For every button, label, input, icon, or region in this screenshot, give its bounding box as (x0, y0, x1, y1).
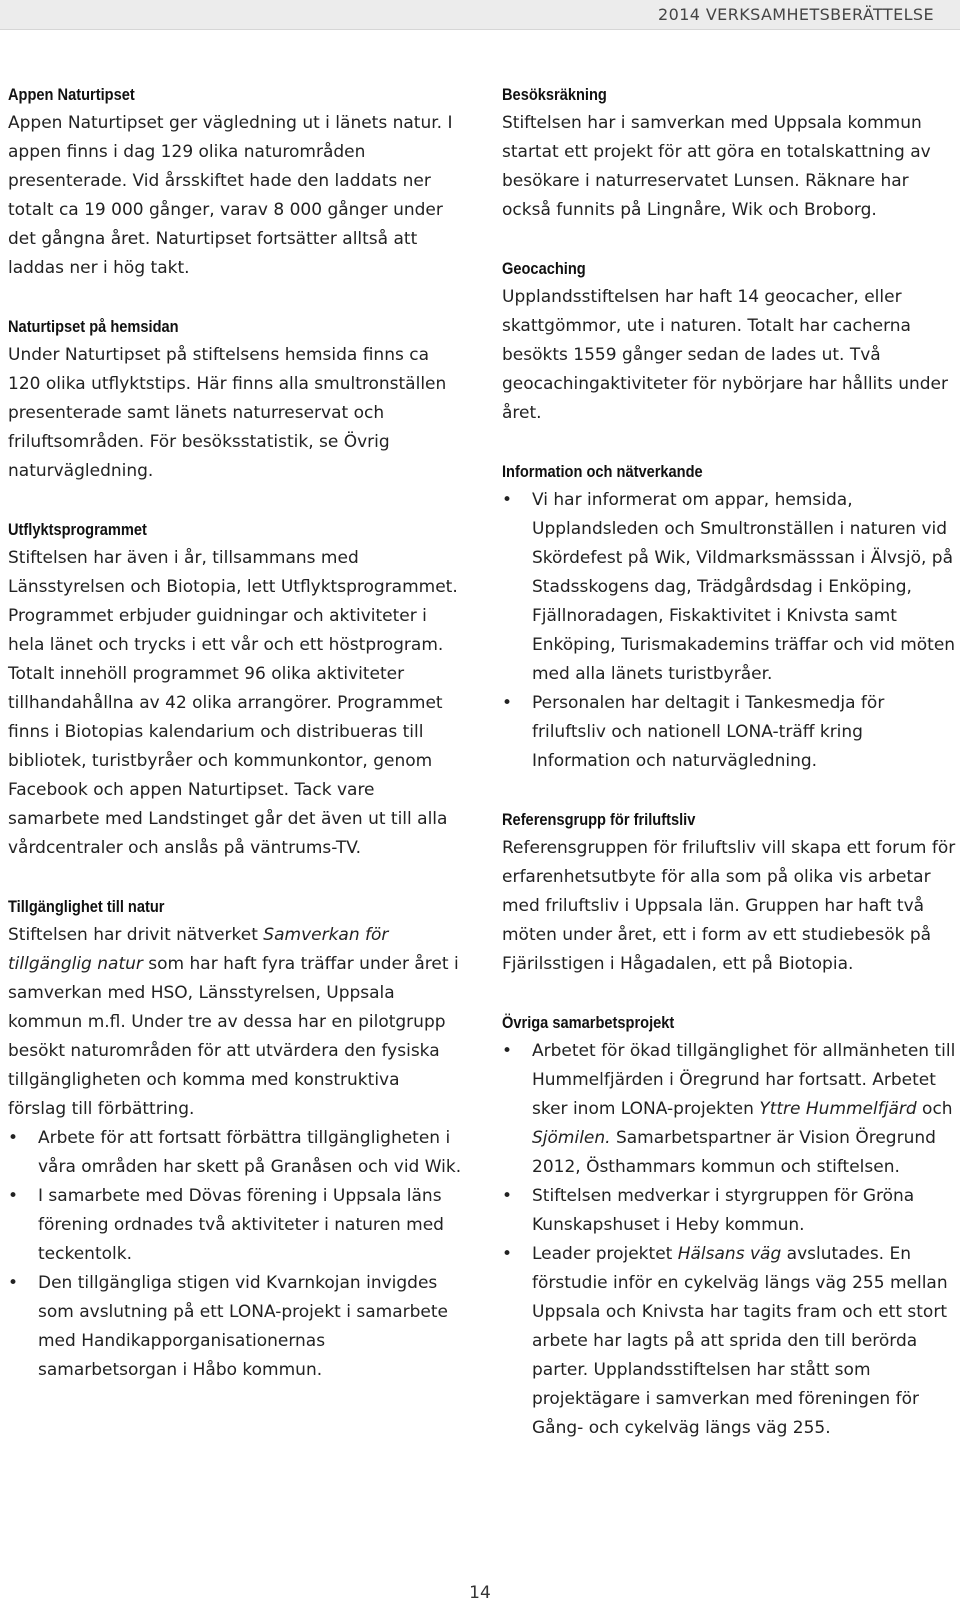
section-ovriga-samarbetsprojekt (502, 1008, 957, 1443)
section-text: Appen Naturtipset ger vägledning ut i länets natur. I appen finns i dag 129 olika naturområden presenterade. Vid årsskiftet hade den laddats ner totalt ca 19 000 gånger, varav 8 000 gånger under det gångna året. Naturtipset fortsätter alltså att laddas ner i hög takt. (8, 113, 453, 278)
project-name: Yttre Hummelfjärd (759, 1099, 917, 1119)
section-information (502, 457, 957, 776)
text-run: avslutades. En förstudie inför en cykelväg längs väg 255 mellan Uppsala och Knivsta har tagits fram och ett stort arbete har lagts på att sprida den till berörda parter. Upplandsstiftelsen har stått som projektägare i samverkan med föreningen för Gång- och cykelväg längs väg 255. (532, 1244, 948, 1438)
bullet-list (8, 1124, 463, 1385)
text-run: Stiftelsen har drivit nätverket (8, 925, 264, 945)
section-text: Referensgruppen för friluftsliv vill skapa ett forum för erfarenhetsutbyte för alla som på olika vis arbetar med friluftsliv i Uppsala län. Gruppen har haft två möten under året, ett i form av ett studiebesök på Fjärilsstigen i Hågadalen, ett på Biotopia. (502, 838, 956, 974)
text-run: Arbetet för ökad tillgänglighet för allmänheten till Hummelfjärden i Öregrund har fortsatt. Arbetet sker inom LONA-projekten (532, 1041, 956, 1119)
project-name: Hälsans väg (677, 1244, 782, 1264)
list-item: • Personalen har deltagit i Tankesmedja för friluftsliv och nationell LONA-träff kring Information och naturvägledning. (502, 689, 957, 776)
list-item (502, 1240, 957, 1443)
list-item: • Arbete för att fortsatt förbättra tillgängligheten i våra områden har skett på Granåsen och vid Wik. (8, 1124, 463, 1182)
section-text: Upplandsstiftelsen har haft 14 geocacher, eller skattgömmor, ute i naturen. Totalt har cacherna besökts 1559 gånger sedan de lades ut. Två geocachingaktiviteter för nybörjare har hållits under året. (502, 287, 948, 423)
header-title: 2014 VERKSAMHETSBERÄTTELSE (658, 5, 934, 24)
section-heading: Besöksräkning (502, 85, 607, 104)
text-run: Samarbetspartner är Vision Öregrund 2012, Östhammars kommun och stiftelsen. (532, 1128, 936, 1177)
right-column (502, 80, 957, 1472)
section-geocaching (502, 254, 957, 428)
section-referensgrupp (502, 805, 957, 979)
section-utflyktsprogrammet (8, 515, 463, 863)
bullet-list (502, 486, 957, 776)
text-run: Leader projektet (532, 1244, 678, 1264)
list-item: • Den tillgängliga stigen vid Kvarnkojan invigdes som avslutning på ett LONA-projekt i samarbete med Handikapporganisationernas samarbetsorgan i Håbo kommun. (8, 1269, 463, 1385)
section-text: Stiftelsen har i samverkan med Uppsala kommun startat ett projekt för att göra en totalskattning av besökare i naturreservatet Lunsen. Räknare har också funnits på Lingnåre, Wik och Broborg. (502, 113, 931, 220)
list-item: • I samarbete med Dövas förening i Uppsala läns förening ordnades två aktiviteter i naturen med teckentolk. (8, 1182, 463, 1269)
bullet-list (502, 1037, 957, 1443)
list-item (502, 1037, 957, 1182)
section-heading: Appen Naturtipset (8, 85, 135, 104)
section-text (8, 921, 463, 1124)
section-besoksrakning (502, 80, 957, 225)
network-name: Samverkan för tillgänglig natur (8, 925, 389, 974)
text-run: som har haft fyra träffar under året i samverkan med HSO, Länsstyrelsen, Uppsala kommun m.fl. Under tre av dessa har en pilotgrupp besökt naturområden för att utvärdera den fysiska tillgängligheten och komma med konstruktiva förslag till förbättring. (8, 954, 459, 1119)
section-heading: Tillgänglighet till natur (8, 897, 165, 916)
section-naturtipset-hemsidan (8, 312, 463, 486)
section-heading: Utflyktsprogrammet (8, 520, 147, 539)
list-item: • Vi har informerat om appar, hemsida, Upplandsleden och Smultronställen i naturen vid Skördefest på Wik, Vildmarksmässsan i Älvsjö, på Stadsskogens dag, Trädgårdsdag i Enköping, Fjällnoradagen, Fiskaktivitet i Knivsta samt Enköping, Turismakademins träffar och vid möten med alla länets turistbyråer. (502, 486, 957, 689)
section-text: Under Naturtipset på stiftelsens hemsida finns ca 120 olika utflyktstips. Här finns alla smultronställen presenterade samt länets naturreservat och friluftsområden. För besöksstatistik, se Övrig naturvägledning. (8, 345, 447, 481)
text-run: och (916, 1099, 953, 1119)
section-heading: Övriga samarbetsprojekt (502, 1013, 675, 1032)
section-heading: Referensgrupp för friluftsliv (502, 810, 696, 829)
section-text: Stiftelsen har även i år, tillsammans med Länsstyrelsen och Biotopia, lett Utflyktsprogrammet. Programmet erbjuder guidningar och aktiviteter i hela länet och trycks i ett vår och ett höstprogram. Totalt innehöll programmet 96 olika aktiviteter tillhandahållna av 42 olika arrangörer. Programmet finns i Biotopias kalendarium och distribueras till bibliotek, turistbyråer och kommunkontor, genom Facebook och appen Naturtipset. Tack vare samarbete med Landstinget går det även ut till alla vårdcentraler och anslås på väntrums-TV. (8, 548, 458, 858)
section-appen-naturtipset (8, 80, 463, 283)
project-name: Sjömilen. (532, 1128, 611, 1148)
page-header (0, 0, 960, 30)
left-column (8, 80, 463, 1414)
section-heading: Naturtipset på hemsidan (8, 317, 179, 336)
page-number: 14 (469, 1583, 491, 1603)
section-heading: Geocaching (502, 259, 586, 278)
list-item: • Stiftelsen medverkar i styrgruppen för Gröna Kunskapshuset i Heby kommun. (502, 1182, 957, 1240)
section-heading: Information och nätverkande (502, 462, 703, 481)
section-tillganglighet (8, 892, 463, 1385)
